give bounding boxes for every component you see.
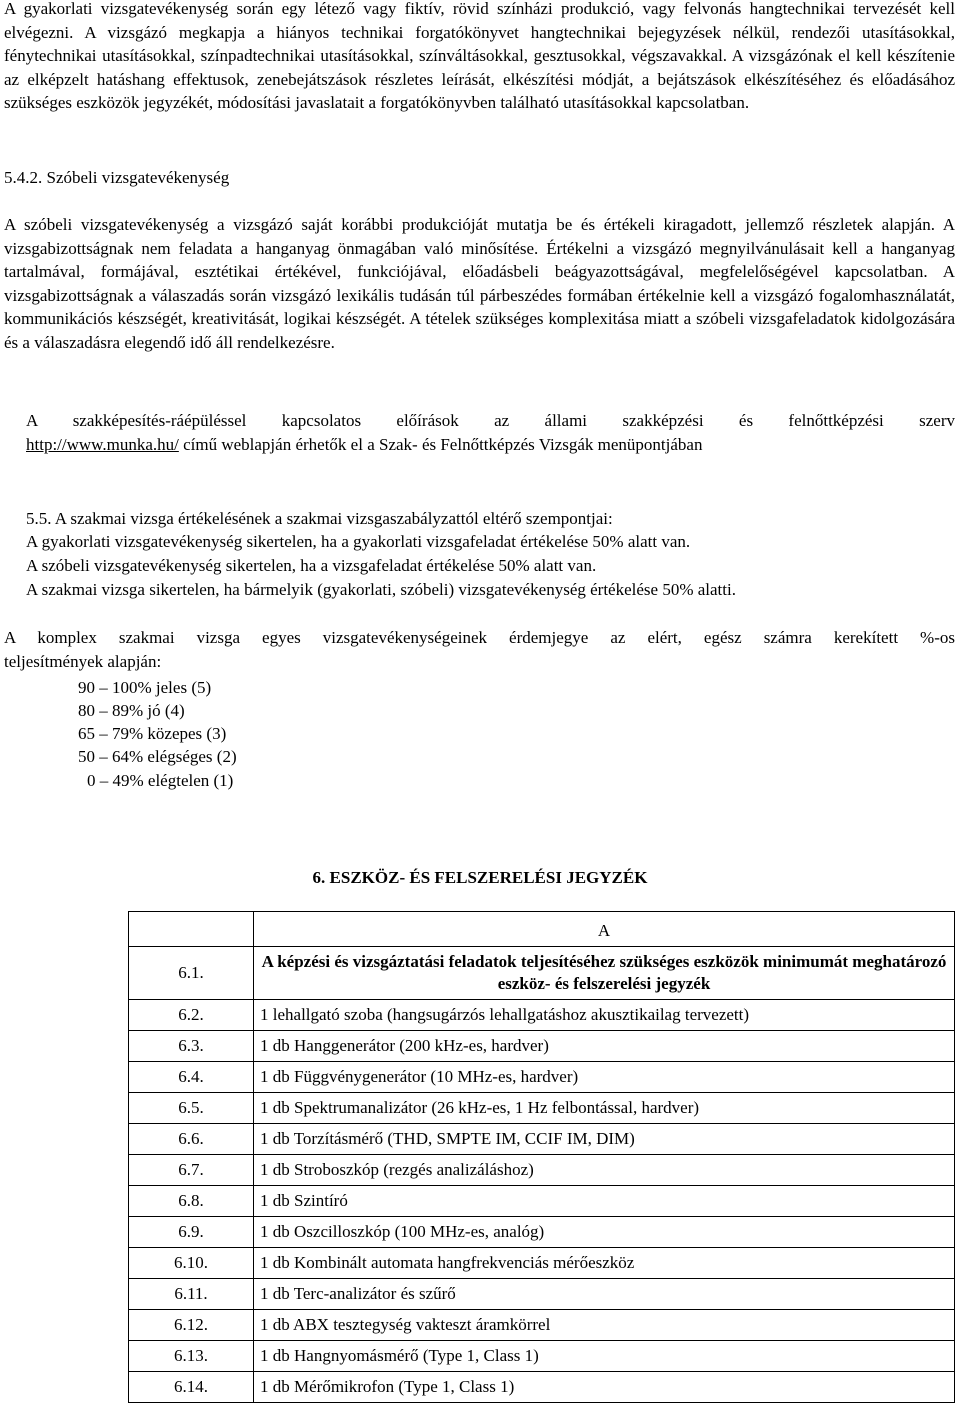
table-row-number: 6.6.: [129, 1124, 254, 1155]
table-row-number: 6.12.: [129, 1310, 254, 1341]
table-row-text: 1 db Torzításmérő (THD, SMPTE IM, CCIF IM, DIM): [254, 1124, 955, 1155]
table-row: [129, 1341, 955, 1372]
evaluation-practical-rule: A gyakorlati vizsgatevékenység sikertelen, ha a gyakorlati vizsgafeladat értékelése 50% alatt van.: [26, 532, 691, 551]
evaluation-overall-rule: A szakmai vizsga sikertelen, ha bármelyik (gyakorlati, szóbeli) vizsgatevékenység értékelése 50% alatti.: [26, 580, 736, 599]
table-row: [129, 1093, 955, 1124]
table-row-text: 1 db Terc-analizátor és szűrő: [254, 1279, 955, 1310]
grade-sufficient: 50 – 64% elégséges (2): [78, 747, 237, 766]
regulations-line-rest: című weblapján érhetők el a Szak- és Felnőttképzés Vizsgák menüpontjában: [178, 435, 703, 454]
table-row-number: 6.14.: [129, 1372, 254, 1403]
table-row-number: 6.9.: [129, 1217, 254, 1248]
table-row-text: 1 db Spektrumanalizátor (26 kHz-es, 1 Hz felbontással, hardver): [254, 1093, 955, 1124]
table-row: [129, 1186, 955, 1217]
table-row-text: 1 db Szintíró: [254, 1186, 955, 1217]
table-row: [129, 1279, 955, 1310]
table-row-text: 1 db Függvénygenerátor (10 MHz-es, hardver): [254, 1062, 955, 1093]
table-row-number: 6.2.: [129, 1000, 254, 1031]
table-row-text: 1 db Hanggenerátor (200 kHz-es, hardver): [254, 1031, 955, 1062]
table-row: [129, 1372, 955, 1403]
table-row-number: 6.8.: [129, 1186, 254, 1217]
regulations-line: A szakképesítés-ráépüléssel kapcsolatos előírások az állami szakképzési és felnőttképzési szerv: [26, 411, 955, 430]
table-row-text: 1 db Stroboszkóp (rezgés analizáláshoz): [254, 1155, 955, 1186]
equipment-rows: [129, 1000, 955, 1403]
table-title-text: A képzési és vizsgáztatási feladatok teljesítéséhez szükséges eszközök minimumát meghatározó eszköz- és felszerelési jegyzék: [254, 947, 955, 1000]
table-row-number: 6.7.: [129, 1155, 254, 1186]
grading-intro: A komplex szakmai vizsga egyes vizsgatevékenységeinek érdemjegye az elért, egész számra kerekített %-os: [4, 628, 955, 647]
table-row-text: 1 db Mérőmikrofon (Type 1, Class 1): [254, 1372, 955, 1403]
munka-link[interactable]: http://www.munka.hu/: [26, 435, 179, 454]
table-row: [129, 1217, 955, 1248]
regulations-line-2: [26, 433, 702, 457]
table-row: [129, 1248, 955, 1279]
table-row: [129, 1124, 955, 1155]
evaluation-oral-rule: A szóbeli vizsgatevékenység sikertelen, ha a vizsgafeladat értékelése 50% alatt van.: [26, 556, 597, 575]
equipment-table: [128, 911, 955, 1403]
table-row-number: 6.4.: [129, 1062, 254, 1093]
grade-average: 65 – 79% közepes (3): [78, 724, 227, 743]
table-row: [129, 1310, 955, 1341]
grade-fail: 0 – 49% elégtelen (1): [87, 771, 234, 790]
table-row: [129, 1155, 955, 1186]
table-row-text: 1 db Hangnyomásmérő (Type 1, Class 1): [254, 1341, 955, 1372]
table-row-text: 1 db ABX tesztegység vakteszt áramkörrel: [254, 1310, 955, 1341]
table-row-number: 6.5.: [129, 1093, 254, 1124]
grading-intro-2: teljesítmények alapján:: [4, 652, 162, 671]
table-row-text: 1 db Oszcilloszkóp (100 MHz-es, analóg): [254, 1217, 955, 1248]
section6-heading: 6. ESZKÖZ- ÉS FELSZERELÉSI JEGYZÉK: [312, 868, 648, 887]
table-row-text: 1 lehallgató szoba (hangsugárzós lehallgatáshoz akusztikailag tervezett): [254, 1000, 955, 1031]
practical-task-paragraph: A gyakorlati vizsgatevékenység során egy létező vagy fiktív, rövid színházi produkció, vagy felvonás hangtechnikai tervezését kell elvégezni. A vizsgázó megkapja a hiányos technikai forgatókönyvet hangtechnikai bejegyzések nélkül, rendezői utasításokkal, fénytechnikai utasításokkal, színpadtechnikai utasításokkal, színváltásokkal, gesztusokkal, végszavakkal. A vizsgázónak el kell készítenie az elképzelt hatáshang effektusok, zenebejátszások részletes leírását, elkészítési módját, a bejátszások elkészítéséhez és előadásához szükséges eszközök jegyzékét, módosítási javaslatait a forgatókönyvben található utasításokkal kapcsolatban.: [4, 0, 955, 112]
table-row: [129, 1000, 955, 1031]
oral-exam-heading: 5.4.2. Szóbeli vizsgatevékenység: [4, 168, 230, 187]
table-header-empty: [129, 912, 254, 947]
table-row-number: 6.3.: [129, 1031, 254, 1062]
evaluation-title: 5.5. A szakmai vizsga értékelésének a szakmai vizsgaszabályzattól eltérő szempontjai:: [26, 509, 613, 528]
table-row-number: 6.11.: [129, 1279, 254, 1310]
table-row-number: 6.10.: [129, 1248, 254, 1279]
table-header-row: [129, 912, 955, 947]
table-title-row: [129, 947, 955, 1000]
table-column-header: A: [254, 912, 955, 947]
oral-exam-paragraph: A szóbeli vizsgatevékenység a vizsgázó saját korábbi produkcióját mutatja be és értékeli kiragadott, jellemző részletek alapján. A vizsgabizottságnak nem feladata a hanganyag önmagában való minősítése. Értékelni a vizsgázó megnyilvánulásait kell a hanganyag tartalmával, formájával, esztétikai értékével, funkciójával, előadásbeli beágyazottságával, megfelelőségével kapcsolatban. A vizsgabizottságnak a válaszadás során vizsgázó lexikális tudásán túl párbeszédes formában értékelnie kell a vizsgázó fogalomhasználatát, kommunikációs készségét, kreativitását, logikai készségét. A tételek szükséges komplexitása miatt a szóbeli vizsgafeladatok kidolgozására és a válaszadásra elegendő idő áll rendelkezésre.: [4, 215, 955, 352]
table-row-text: 1 db Kombinált automata hangfrekvenciás mérőeszköz: [254, 1248, 955, 1279]
table-row: [129, 1031, 955, 1062]
table-row-number: 6.13.: [129, 1341, 254, 1372]
table-row: [129, 1062, 955, 1093]
grade-good: 80 – 89% jó (4): [78, 701, 185, 720]
table-row-number: 6.1.: [129, 947, 254, 1000]
grade-excellent: 90 – 100% jeles (5): [78, 678, 212, 697]
